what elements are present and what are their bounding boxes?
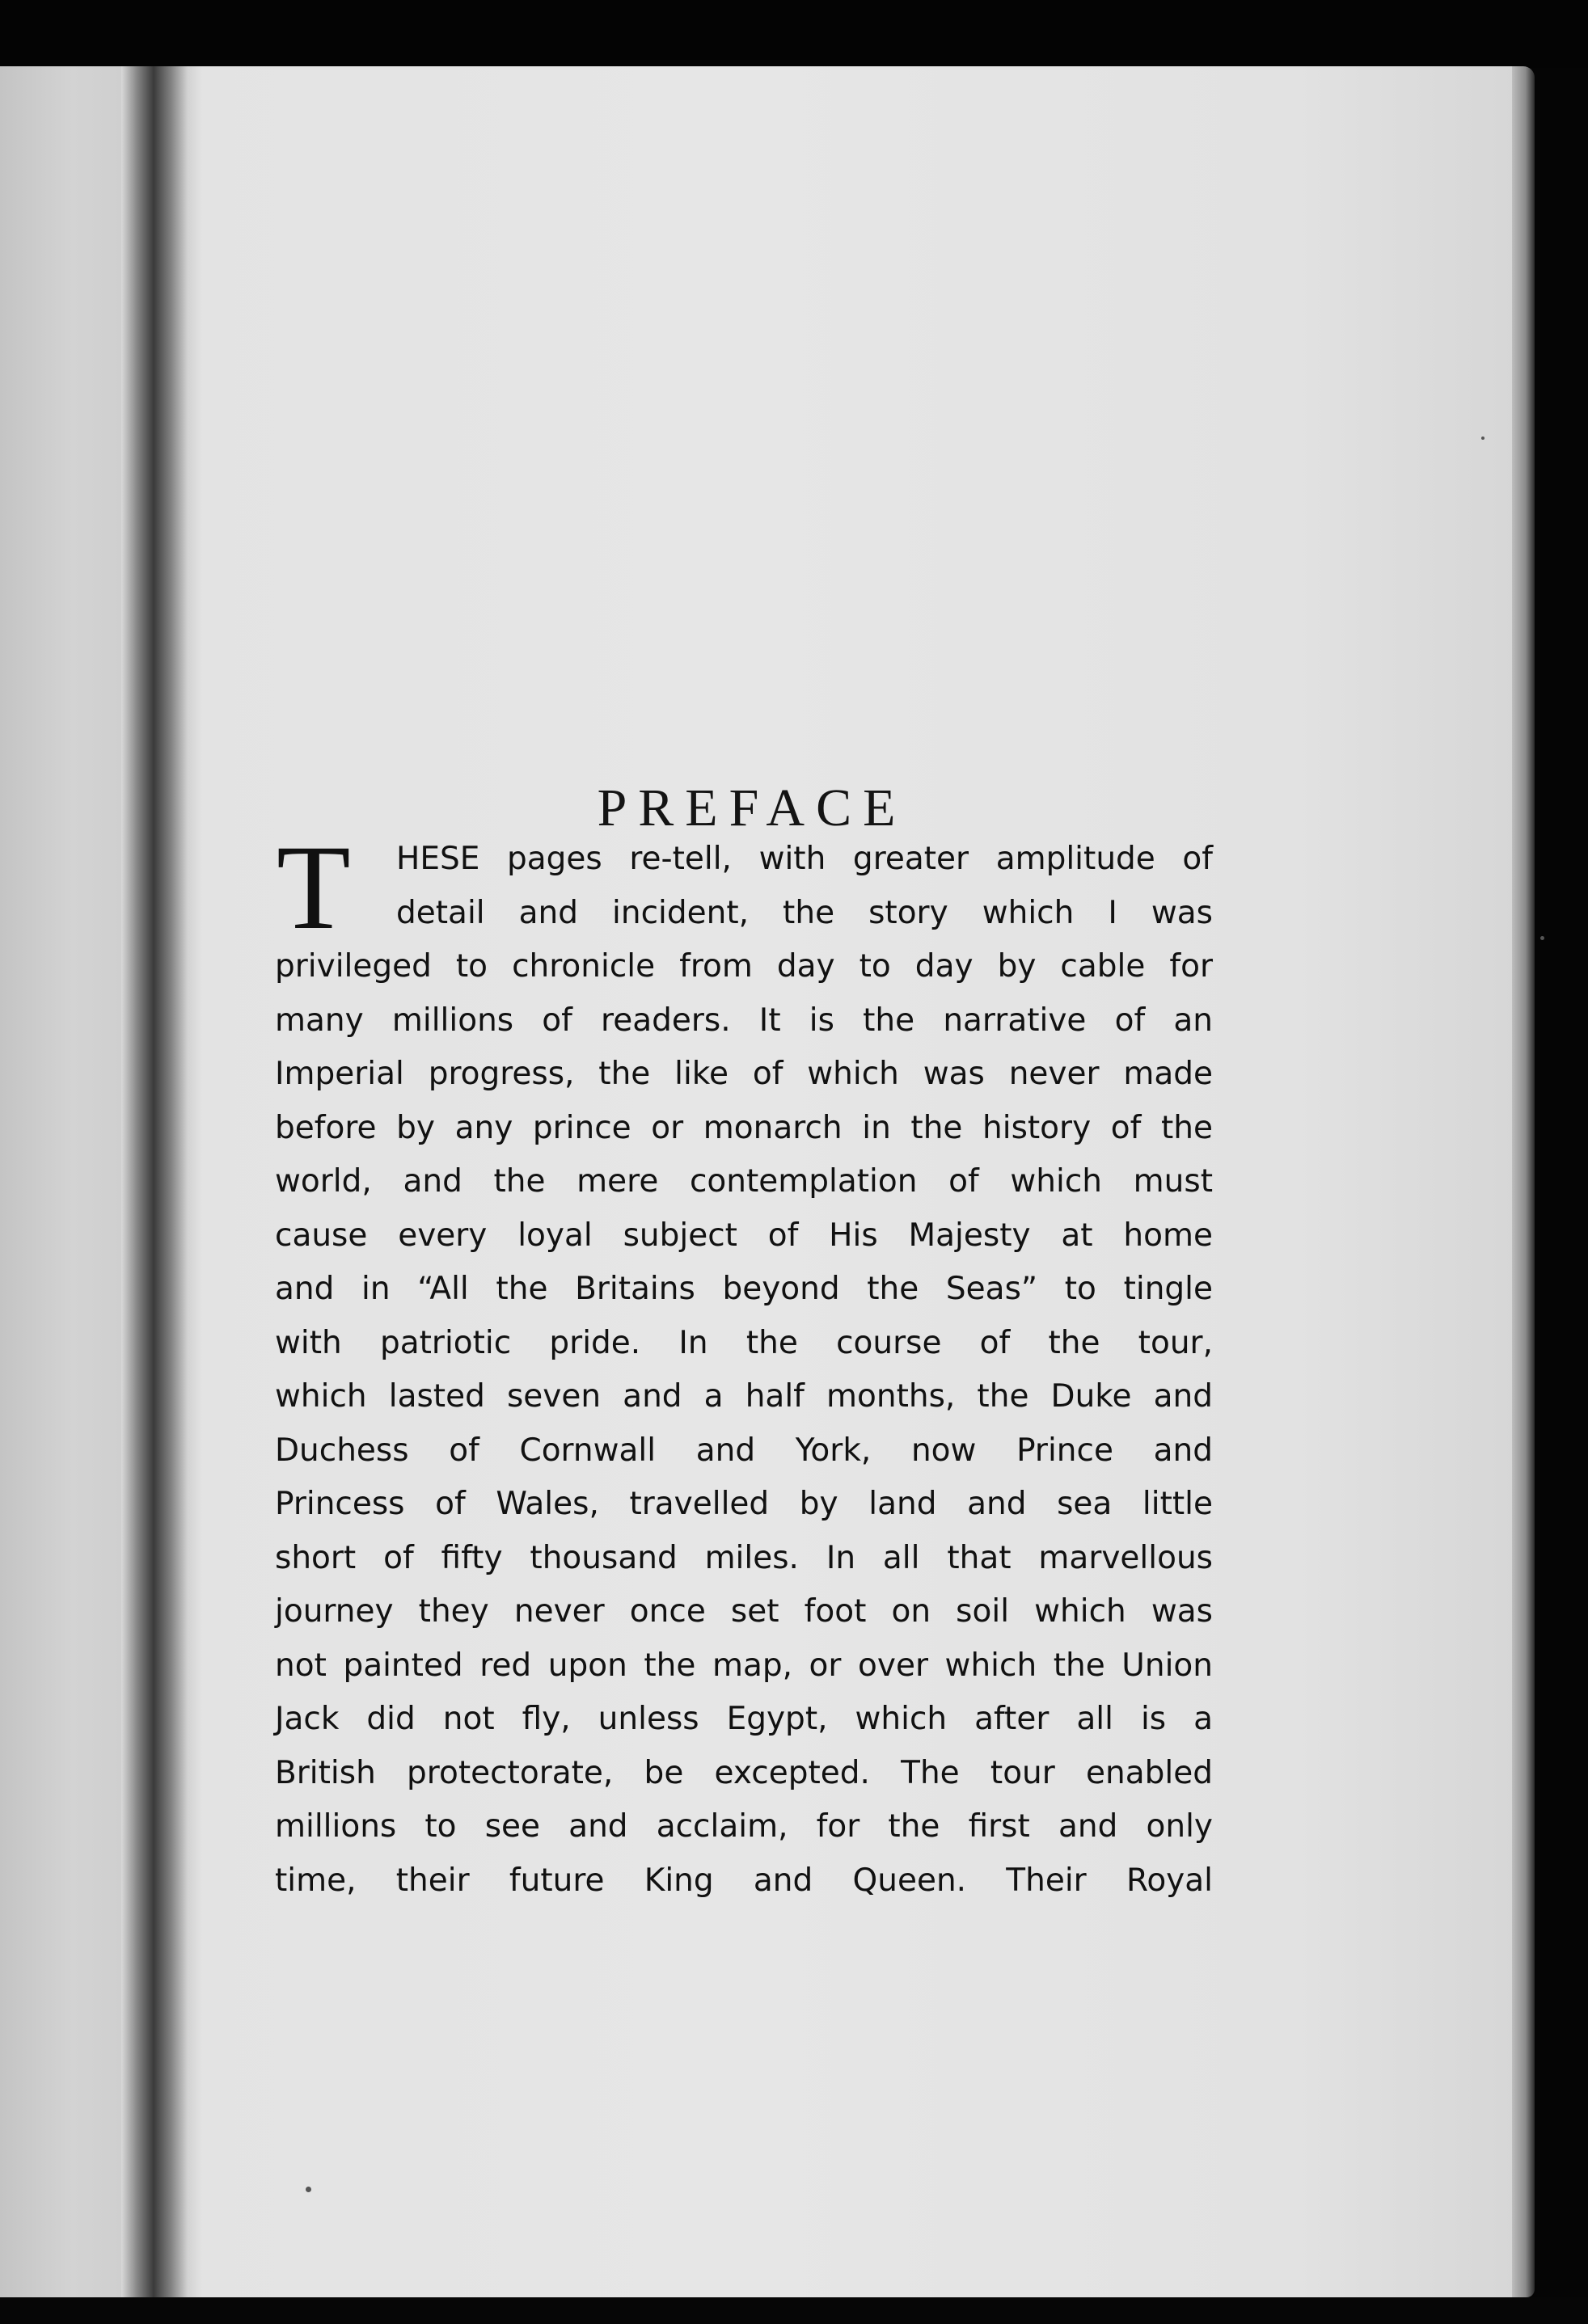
facing-page-strip: [0, 66, 121, 2297]
drop-cap-letter: T: [277, 820, 351, 955]
dust-speck: [1481, 437, 1485, 440]
dust-speck: [1540, 936, 1544, 940]
text-line: before by any prince or monarch in the history of the: [275, 1109, 1213, 1146]
text-line: and in “All the Britains beyond the Seas” to tingle: [275, 1271, 1213, 1307]
text-line: not painted red upon the map, or over which the Union: [275, 1647, 1213, 1684]
text-line: time, their future King and Queen. Their Royal: [275, 1862, 1213, 1899]
scan-bottom-border: [0, 2297, 1588, 2324]
text-line: Imperial progress, the like of which was never made: [275, 1056, 1213, 1092]
dust-speck: [306, 2187, 311, 2192]
text-line: British protectorate, be excepted. The tour enabled: [275, 1754, 1213, 1791]
text-line: HESE pages re-tell, with greater amplitude of: [396, 841, 1213, 877]
text-line: short of fifty thousand miles. In all that marvellous: [275, 1539, 1213, 1576]
text-line: millions to see and acclaim, for the first and only: [275, 1808, 1213, 1845]
text-line: Jack did not fly, unless Egypt, which after all is a: [275, 1701, 1213, 1737]
scan-top-border: [0, 0, 1588, 68]
text-line: world, and the mere contemplation of which must: [275, 1163, 1213, 1200]
text-line: which lasted seven and a half months, the Duke and: [275, 1378, 1213, 1415]
text-line: journey they never once set foot on soil which was: [275, 1593, 1213, 1630]
text-line: detail and incident, the story which I was: [396, 894, 1213, 931]
text-line: cause every loyal subject of His Majesty at home: [275, 1217, 1213, 1254]
text-line: privileged to chronicle from day to day by cable for: [275, 948, 1213, 985]
text-line: Duchess of Cornwall and York, now Prince and: [275, 1432, 1213, 1469]
text-line: Princess of Wales, travelled by land and sea little: [275, 1486, 1213, 1522]
page-right-edge: [1512, 66, 1535, 2297]
page-title: PREFACE: [597, 778, 907, 838]
book-gutter-shadow: [121, 66, 202, 2297]
text-line: many millions of readers. It is the narrative of an: [275, 1002, 1213, 1039]
preface-paragraph: [275, 820, 1213, 1908]
text-line: with patriotic pride. In the course of the tour,: [275, 1324, 1213, 1361]
